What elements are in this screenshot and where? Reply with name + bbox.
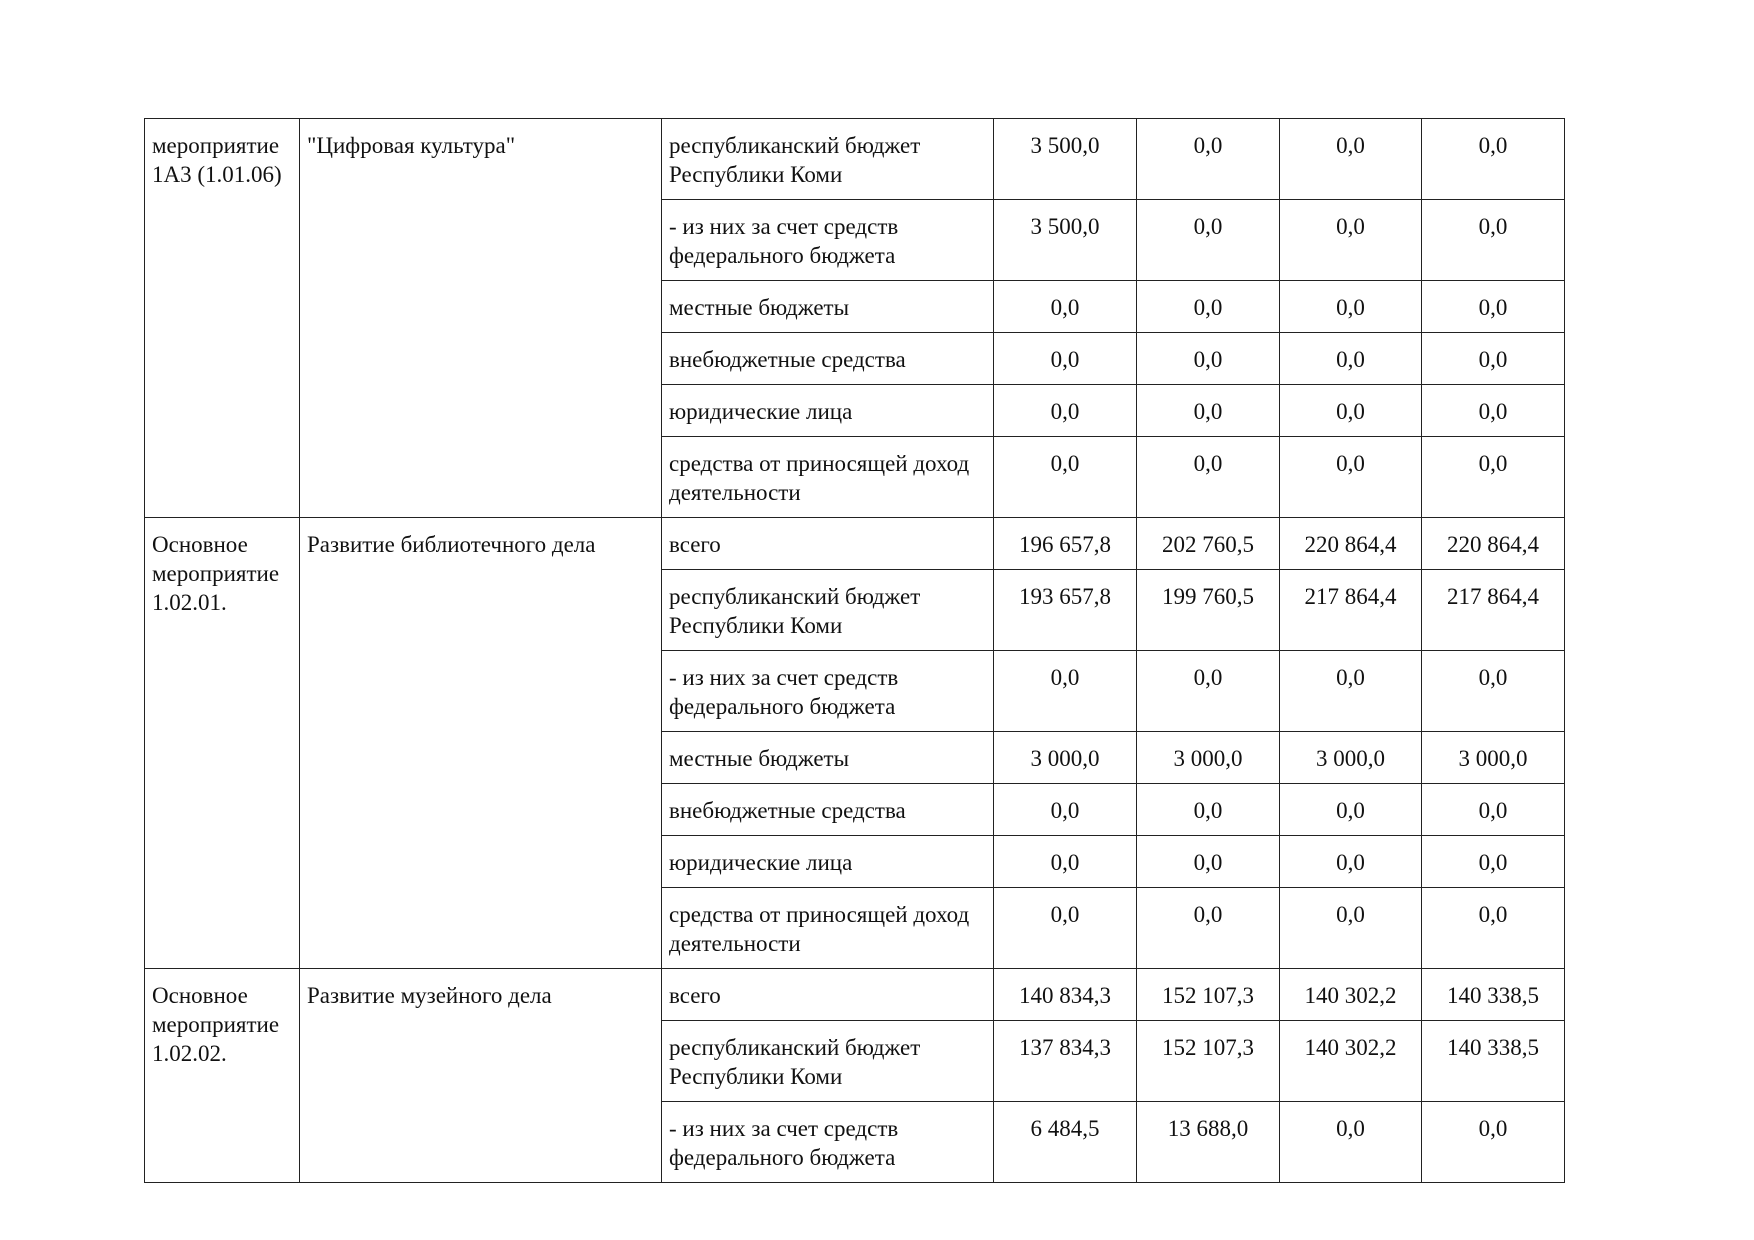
funding-source-cell: - из них за счет средств федерального бюджета: [662, 651, 994, 732]
value-cell: 0,0: [1422, 836, 1565, 888]
value-cell: 217 864,4: [1422, 570, 1565, 651]
value-cell: 137 834,3: [994, 1021, 1137, 1102]
value-cell: 140 834,3: [994, 969, 1137, 1021]
funding-source-cell: юридические лица: [662, 836, 994, 888]
value-cell: 0,0: [1280, 437, 1422, 518]
value-cell: 0,0: [1422, 888, 1565, 969]
funding-source-cell: внебюджетные средства: [662, 333, 994, 385]
funding-source-cell: - из них за счет средств федерального бюджета: [662, 1102, 994, 1183]
value-cell: 0,0: [1137, 333, 1280, 385]
value-cell: 0,0: [1137, 119, 1280, 200]
funding-source-cell: средства от приносящей доход деятельности: [662, 888, 994, 969]
value-cell: 0,0: [1137, 200, 1280, 281]
event-code-cell: Основное мероприятие 1.02.02.: [145, 969, 300, 1183]
value-cell: 3 000,0: [1280, 732, 1422, 784]
value-cell: 196 657,8: [994, 518, 1137, 570]
table-row: [145, 518, 1565, 570]
budget-table: [144, 118, 1565, 1183]
value-cell: 3 500,0: [994, 200, 1137, 281]
value-cell: 0,0: [1280, 333, 1422, 385]
value-cell: 140 338,5: [1422, 1021, 1565, 1102]
value-cell: 0,0: [1280, 1102, 1422, 1183]
value-cell: 0,0: [994, 385, 1137, 437]
value-cell: 0,0: [1137, 281, 1280, 333]
value-cell: 152 107,3: [1137, 969, 1280, 1021]
value-cell: 0,0: [1280, 119, 1422, 200]
event-name-cell: "Цифровая культура": [300, 119, 662, 518]
funding-source-cell: внебюджетные средства: [662, 784, 994, 836]
value-cell: 0,0: [1422, 333, 1565, 385]
funding-source-cell: республиканский бюджет Республики Коми: [662, 119, 994, 200]
value-cell: 217 864,4: [1280, 570, 1422, 651]
value-cell: 0,0: [1422, 385, 1565, 437]
value-cell: 0,0: [1280, 784, 1422, 836]
value-cell: 0,0: [1422, 281, 1565, 333]
value-cell: 220 864,4: [1280, 518, 1422, 570]
value-cell: 0,0: [1280, 200, 1422, 281]
value-cell: 0,0: [994, 888, 1137, 969]
value-cell: 0,0: [1422, 1102, 1565, 1183]
funding-source-cell: всего: [662, 969, 994, 1021]
value-cell: 140 302,2: [1280, 1021, 1422, 1102]
value-cell: 0,0: [994, 784, 1137, 836]
value-cell: 193 657,8: [994, 570, 1137, 651]
value-cell: 0,0: [1137, 888, 1280, 969]
funding-source-cell: местные бюджеты: [662, 732, 994, 784]
event-code-cell: Основное мероприятие 1.02.01.: [145, 518, 300, 969]
table-row: [145, 119, 1565, 200]
value-cell: 0,0: [1280, 385, 1422, 437]
funding-source-cell: всего: [662, 518, 994, 570]
value-cell: 6 484,5: [994, 1102, 1137, 1183]
funding-source-cell: республиканский бюджет Республики Коми: [662, 570, 994, 651]
funding-source-cell: средства от приносящей доход деятельности: [662, 437, 994, 518]
value-cell: 220 864,4: [1422, 518, 1565, 570]
value-cell: 0,0: [1137, 437, 1280, 518]
value-cell: 0,0: [1422, 437, 1565, 518]
funding-source-cell: - из них за счет средств федерального бюджета: [662, 200, 994, 281]
value-cell: 0,0: [1137, 784, 1280, 836]
event-name-cell: Развитие музейного дела: [300, 969, 662, 1183]
value-cell: 140 338,5: [1422, 969, 1565, 1021]
value-cell: 0,0: [1137, 836, 1280, 888]
value-cell: 13 688,0: [1137, 1102, 1280, 1183]
value-cell: 140 302,2: [1280, 969, 1422, 1021]
value-cell: 0,0: [1422, 651, 1565, 732]
value-cell: 3 000,0: [1137, 732, 1280, 784]
event-name-cell: Развитие библиотечного дела: [300, 518, 662, 969]
value-cell: 0,0: [994, 281, 1137, 333]
value-cell: 3 000,0: [994, 732, 1137, 784]
value-cell: 0,0: [1422, 784, 1565, 836]
value-cell: 0,0: [1422, 200, 1565, 281]
value-cell: 0,0: [994, 836, 1137, 888]
value-cell: 3 000,0: [1422, 732, 1565, 784]
event-code-cell: мероприятие 1А3 (1.01.06): [145, 119, 300, 518]
value-cell: 0,0: [1280, 836, 1422, 888]
value-cell: 0,0: [1137, 651, 1280, 732]
value-cell: 0,0: [994, 437, 1137, 518]
value-cell: 152 107,3: [1137, 1021, 1280, 1102]
value-cell: 0,0: [994, 651, 1137, 732]
funding-source-cell: местные бюджеты: [662, 281, 994, 333]
value-cell: 3 500,0: [994, 119, 1137, 200]
value-cell: 0,0: [1422, 119, 1565, 200]
value-cell: 0,0: [1280, 281, 1422, 333]
value-cell: 0,0: [994, 333, 1137, 385]
value-cell: 0,0: [1280, 651, 1422, 732]
value-cell: 202 760,5: [1137, 518, 1280, 570]
funding-source-cell: республиканский бюджет Республики Коми: [662, 1021, 994, 1102]
value-cell: 0,0: [1137, 385, 1280, 437]
table-row: [145, 969, 1565, 1021]
value-cell: 199 760,5: [1137, 570, 1280, 651]
value-cell: 0,0: [1280, 888, 1422, 969]
funding-source-cell: юридические лица: [662, 385, 994, 437]
